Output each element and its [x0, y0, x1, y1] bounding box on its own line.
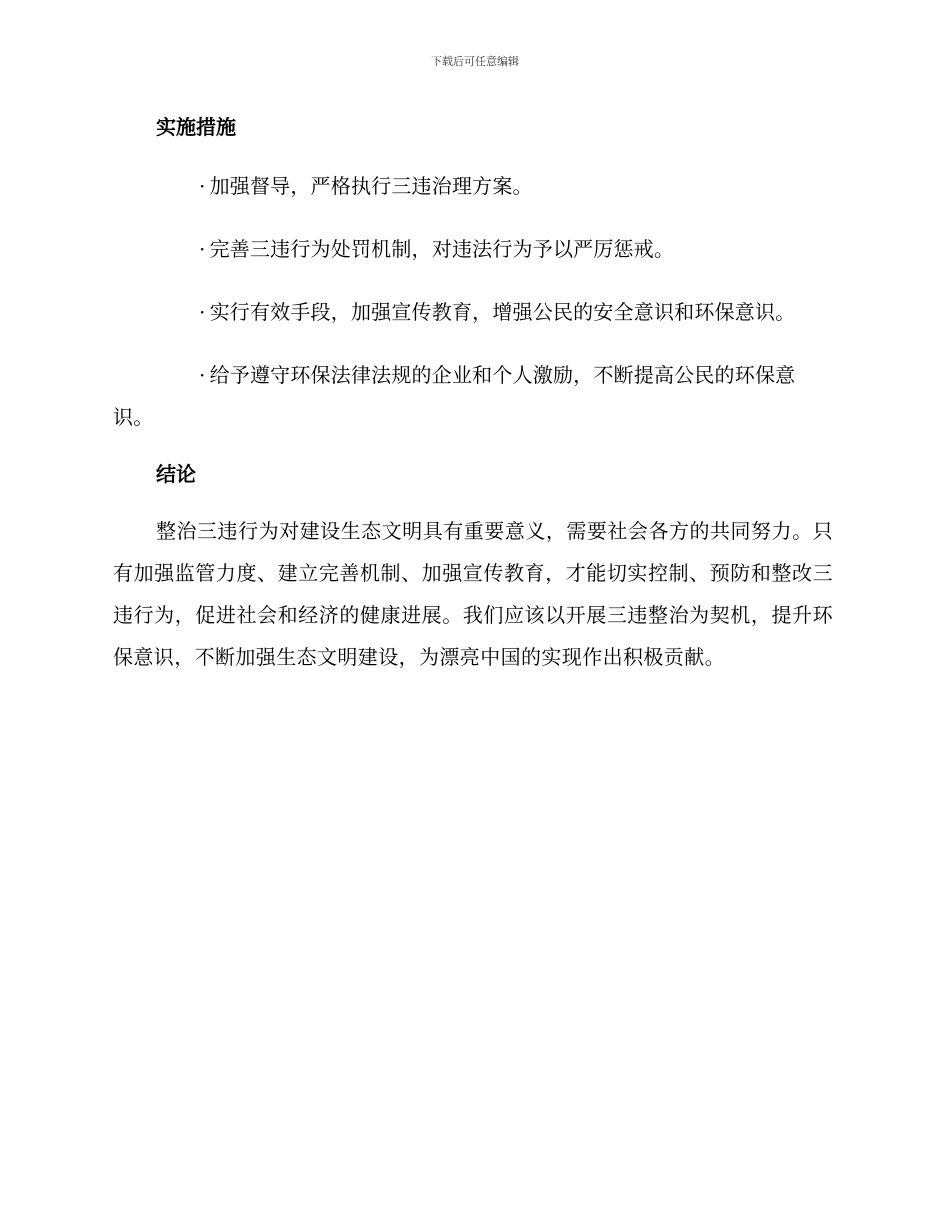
bullet-icon: ·: [199, 300, 206, 324]
section-spacer: [113, 438, 833, 457]
list-item-text: 加强督导，严格执行三违治理方案。: [209, 174, 533, 198]
section-heading-measures: 实施措施: [156, 115, 236, 139]
measures-list: [113, 165, 833, 438]
bullet-icon: ·: [199, 174, 206, 198]
section-heading-conclusion: 结论: [156, 462, 196, 486]
bullet-icon: ·: [199, 237, 206, 261]
bullet-icon: ·: [199, 363, 206, 387]
list-item-text: 给予遵守环保法律法规的企业和个人激励，不断提高公民的环保意识。: [113, 363, 796, 429]
conclusion-paragraph: 整治三违行为对建设生态文明具有重要意义，需要社会各方的共同努力。只有加强监管力度、建立完善机制、加强宣传教育，才能切实控制、预防和整改三违行为，促进社会和经济的健康进展。我们应该以开展三违整治为契机，提升环保意识，不断加强生态文明建设，为漂亮中国的实现作出积极贡献。: [113, 519, 833, 669]
list-item: [113, 165, 833, 207]
list-item: [113, 228, 833, 270]
list-item-text: 完善三违行为处罚机制，对违法行为予以严厉惩戒。: [209, 237, 675, 261]
list-item: [113, 354, 833, 438]
document-body: [113, 110, 833, 678]
list-item: [113, 291, 833, 333]
list-item-text: 实行有效手段，加强宣传教育，增强公民的安全意识和环保意识。: [209, 300, 796, 324]
page-header: 下载后可任意编辑: [431, 55, 519, 68]
